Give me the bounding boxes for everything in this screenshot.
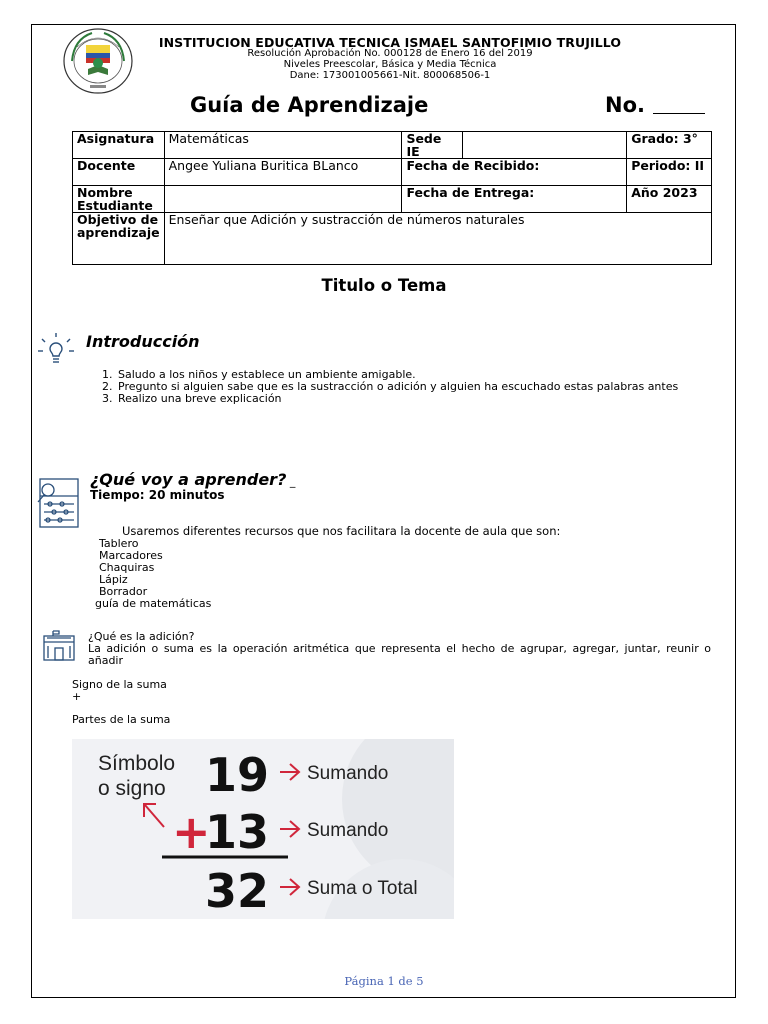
list-item: 3. Realizo una breve explicación [116,393,741,405]
list-item: Borrador [99,585,148,598]
list-item: Chaquiras [99,561,155,574]
list-item: 1. Saludo a los niños y establece un ambiente amigable. [116,369,741,381]
subject-label: Asignatura [73,132,165,159]
student-label: Nombre Estudiante [73,186,165,213]
symbol-label-line2: o signo [98,777,166,800]
student-value[interactable] [164,186,402,213]
learn-heading-text: ¿Qué voy a aprender? [90,470,287,489]
total: 32 [205,864,270,918]
subject-value: Matemáticas [164,132,402,159]
levels-text: Niveles Preescolar, Básica y Media Técnica [283,59,497,70]
time-text: Tiempo: 20 minutos [90,488,225,502]
arrow-icon [280,764,299,895]
total-label: Suma o Total [307,878,418,899]
list-item: Lápiz [99,573,128,586]
addition-definition: La adición o suma es la operación aritmética que representa el hecho de agrupar, agregar, juntar, reunir o añadir [88,642,711,667]
list-item: Marcadores [99,549,163,562]
resolution-text: Resolución Aprobación No. 000128 de Enero 16 del 2019 [247,48,533,59]
sign-symbol: + [72,690,82,703]
addend-1: 19 [205,748,270,802]
guide-number-blank [653,95,705,114]
plus-sign: + [172,805,211,859]
introduction-heading: Introducción [86,332,200,351]
theme-title: Titulo o Tema [321,276,447,295]
school-building-icon [41,628,77,662]
period-cell: Periodo: II [627,159,712,186]
addend-2: 13 [205,805,270,859]
addend-2-label: Sumando [307,820,389,841]
parts-label: Partes de la suma [72,713,171,726]
school-name: INSTITUCION EDUCATIVA TECNICA ISMAEL SANTOFIMIO TRUJILLO [158,35,622,50]
grade-cell: Grado: 3° [627,132,712,159]
lightbulb-icon [36,331,76,367]
symbol-label-line1: Símbolo [98,752,176,775]
year-cell: Año 2023 [627,186,712,213]
site-value [463,132,627,159]
received-date-label: Fecha de Recibido: [402,159,627,186]
guide-title: Guía de Aprendizaje [190,93,429,117]
page-number: Página 1 de 5 [344,974,424,988]
sum-parts-figure [72,739,454,919]
objective-value: Enseñar que Adición y sustracción de números naturales [164,213,711,265]
resources-intro: Usaremos diferentes recursos que nos facilitara la docente de aula que son: [122,524,561,538]
list-item: guía de matemáticas [95,597,212,610]
abacus-icon [36,476,82,530]
guide-number-label: No. [605,93,645,117]
guide-number [605,93,705,117]
objective-label: Objetivo de aprendizaje [73,213,165,265]
teacher-label: Docente [73,159,165,186]
introduction-steps [86,369,741,405]
teacher-value: Angee Yuliana Buritica BLanco [164,159,402,186]
site-label: Sede IE [402,132,463,159]
dane-text: Dane: 173001005661-Nit. 800068506-1 [289,70,491,81]
symbol-arrow [144,804,164,827]
addend-1-label: Sumando [307,763,389,784]
sign-label: Signo de la suma [72,678,167,691]
info-table [72,131,712,265]
list-item: 2. Pregunto si alguien sabe que es la sustracción o adición y alguien ha escuchado estas palabras antes [116,381,741,393]
list-item: Tablero [99,537,139,550]
learn-heading: ¿Qué voy a aprender? _ [90,470,296,489]
addition-question: ¿Qué es la adición? [88,630,195,643]
delivery-date-label: Fecha de Entrega: [402,186,627,213]
